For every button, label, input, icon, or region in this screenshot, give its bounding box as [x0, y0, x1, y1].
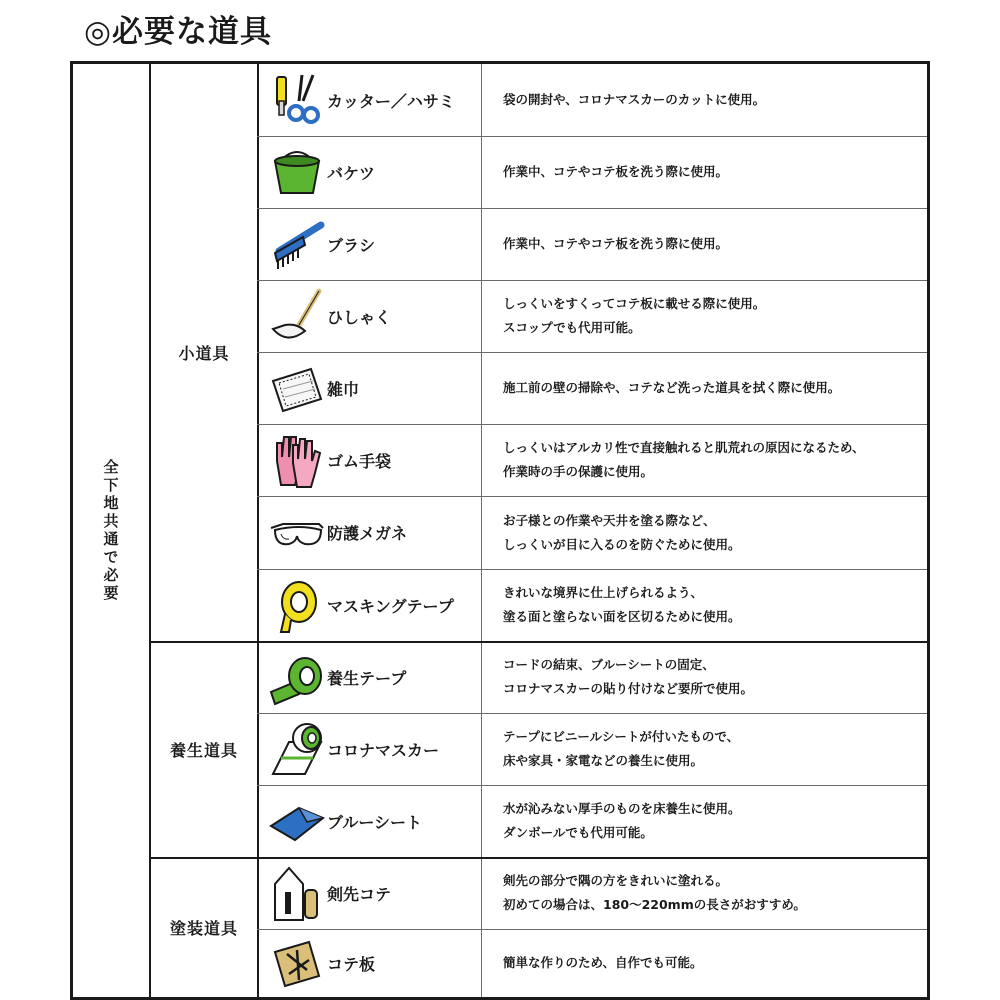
tool-cell	[259, 496, 481, 569]
description-line: 簡単な作りのため、自作でも可能。	[503, 955, 703, 970]
table-row	[259, 352, 930, 424]
description-cell	[483, 929, 930, 997]
description-cell	[483, 352, 930, 424]
bucket-icon	[269, 143, 325, 201]
group-label: 塗装道具	[169, 919, 238, 938]
group-small-tools	[151, 64, 257, 641]
masker-icon	[269, 720, 325, 778]
description-cell	[483, 713, 930, 785]
description-cell	[483, 857, 930, 929]
tool-name: マスキングテープ	[327, 596, 454, 616]
description-cell	[483, 785, 930, 857]
description-line: コロナマスカーの貼り付けなど要所で使用。	[503, 681, 754, 696]
tool-cell	[259, 280, 481, 352]
masking-tape-icon	[269, 576, 325, 634]
tool-cell	[259, 713, 481, 785]
tool-cell	[259, 64, 481, 136]
tool-name: バケツ	[327, 163, 375, 183]
description-line: しっくいをすくってコテ板に載せる際に使用。	[503, 296, 766, 311]
table-row	[259, 713, 930, 785]
description-line: 塗る面と塗らない面を区切るために使用。	[503, 609, 741, 624]
tool-cell	[259, 208, 481, 280]
tool-name: ひしゃく	[327, 307, 392, 327]
tool-name: 剣先コテ	[327, 884, 392, 904]
tool-cell	[259, 569, 481, 641]
tool-name: コロナマスカー	[327, 740, 440, 760]
tool-name: 養生テープ	[327, 668, 407, 688]
table-row	[259, 208, 930, 280]
group-label: 養生道具	[169, 741, 238, 760]
description-line: 初めての場合は、180〜220mmの長さがおすすめ。	[503, 897, 806, 912]
description-line: 作業時の手の保護に使用。	[503, 464, 654, 479]
tool-cell	[259, 857, 481, 929]
tool-name: コテ板	[327, 954, 376, 974]
tool-name: ブルーシート	[327, 812, 423, 832]
tool-cell	[259, 352, 481, 424]
table-row	[259, 785, 930, 857]
cutter-scissors-icon	[269, 71, 325, 129]
group-curing-tools	[151, 642, 257, 857]
tool-cell	[259, 136, 481, 208]
description-cell	[483, 280, 930, 352]
page-title: ◎必要な道具	[84, 14, 273, 50]
description-cell	[483, 424, 930, 496]
table-row	[259, 424, 930, 496]
table-row	[259, 496, 930, 569]
table-row	[259, 64, 930, 136]
hawk-board-icon	[269, 934, 325, 992]
description-cell	[483, 64, 930, 136]
description-cell	[483, 641, 930, 713]
brush-icon	[269, 215, 325, 273]
description-line: しっくいが目に入るのを防ぐために使用。	[503, 536, 741, 552]
ladle-icon	[269, 287, 325, 345]
rag-icon	[269, 359, 325, 417]
description-line: コードの結束、ブルーシートの固定、	[503, 657, 715, 672]
description-line: スコップでも代用可能。	[503, 320, 641, 335]
tool-cell	[259, 785, 481, 857]
tool-cell	[259, 424, 481, 496]
description-line: 床や家具・家電などの養生に使用。	[503, 753, 704, 768]
description-cell	[483, 496, 930, 569]
description-line: 剣先の部分で隅の方をきれいに塗れる。	[503, 873, 729, 888]
blue-sheet-icon	[269, 792, 325, 850]
tool-name: 防護メガネ	[327, 524, 408, 543]
description-cell	[483, 208, 930, 280]
description-line: きれいな境界に仕上げられるよう、	[503, 585, 704, 600]
table-row	[259, 857, 930, 929]
description-line: 袋の開封や、コロナマスカーのカットに使用。	[503, 92, 766, 107]
table-row	[259, 569, 930, 641]
curing-tape-icon	[269, 648, 325, 706]
tool-name: ブラシ	[327, 235, 376, 255]
description-cell	[483, 136, 930, 208]
description-line: お子様との作業や天井を塗る際など、	[503, 512, 716, 528]
category-all-label: 全下地共通で必要	[101, 458, 120, 603]
goggles-icon	[269, 504, 325, 562]
rubber-glove-icon	[269, 431, 325, 489]
description-line: テープにビニールシートが付いたもので、	[503, 729, 740, 744]
tool-cell	[259, 641, 481, 713]
table-row	[259, 280, 930, 352]
tool-name: 雑巾	[327, 379, 360, 399]
table-row	[259, 929, 930, 997]
description-line: 作業中、コテやコテ板を洗う際に使用。	[503, 164, 729, 179]
tools-table	[70, 61, 930, 1000]
table-row	[259, 136, 930, 208]
description-line: 作業中、コテやコテ板を洗う際に使用。	[503, 236, 729, 251]
description-line: 水が沁みない厚手のものを床養生に使用。	[503, 801, 741, 816]
description-line: 施工前の壁の掃除や、コテなど洗った道具を拭く際に使用。	[503, 380, 841, 395]
tool-cell	[259, 929, 481, 997]
description-line: ダンボールでも代用可能。	[503, 825, 653, 840]
tool-name: カッター／ハサミ	[327, 91, 455, 111]
description-cell	[483, 569, 930, 641]
table-row	[259, 641, 930, 713]
tool-name: ゴム手袋	[327, 451, 392, 471]
group-label: 小道具	[178, 344, 230, 363]
description-line: しっくいはアルカリ性で直接触れると肌荒れの原因になるため、	[503, 440, 865, 455]
trowel-icon	[269, 864, 325, 922]
group-painting-tools	[151, 858, 257, 997]
category-all-surfaces	[73, 64, 149, 997]
